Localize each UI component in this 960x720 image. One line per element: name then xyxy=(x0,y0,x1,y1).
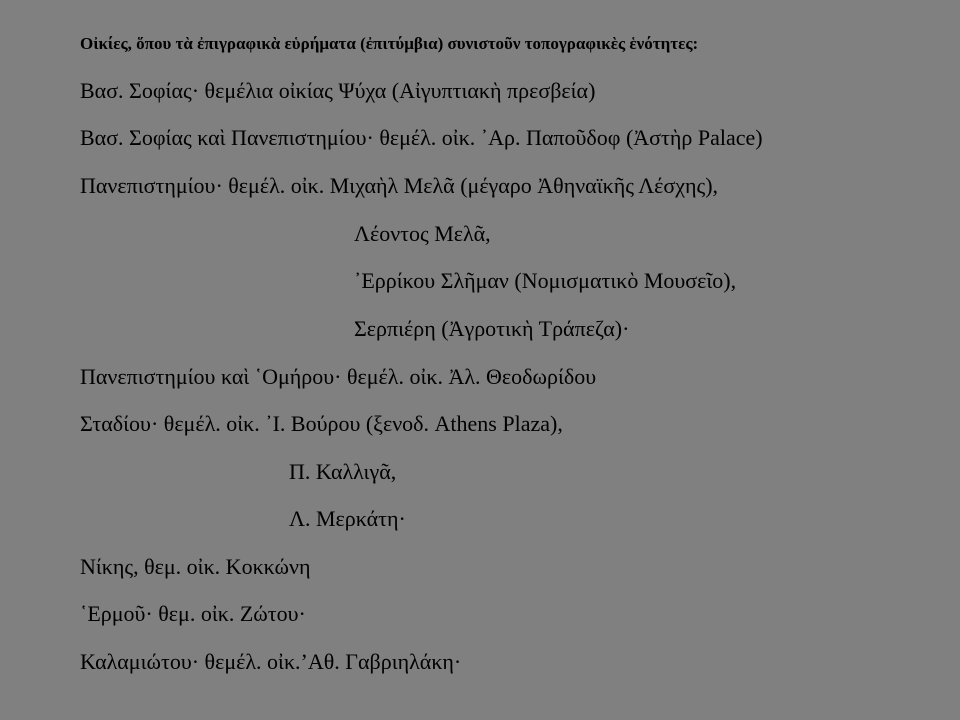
entry-line: Σταδίου· θεμέλ. οἰκ. ᾿Ι. Βούρου (ξενοδ. Athens Plaza), xyxy=(80,411,563,436)
entry-line-indented: Λέοντος Μελᾶ, xyxy=(354,221,491,246)
entry-line-indented: Λ. Μερκάτη· xyxy=(289,506,406,531)
entry-line: Καλαμιώτου· θεμέλ. οἰκ.’Αθ. Γαβριηλάκη· xyxy=(80,649,462,674)
entry-line-indented: Π. Καλλιγᾶ, xyxy=(289,459,397,484)
entry-line-indented: Σερπιέρη (Ἀγροτικὴ Τράπεζα)· xyxy=(354,316,630,341)
entry-line: Βασ. Σοφίας καὶ Πανεπιστημίου· θεμέλ. οἰκ. ᾿Αρ. Παποῦδοφ (Ἀστὴρ Palace) xyxy=(80,125,763,150)
entry-line: ῾Ερμοῦ· θεμ. οἰκ. Ζώτου· xyxy=(80,601,306,626)
entry-line-indented: ᾿Ερρίκου Σλῆμαν (Νομισματικὸ Μουσεῖο), xyxy=(354,268,737,293)
entry-line: Πανεπιστημίου καὶ ῾Ομήρου· θεμέλ. οἰκ. Ἀλ. Θεοδωρίδου xyxy=(80,364,597,389)
entry-line: Πανεπιστημίου· θεμέλ. οἰκ. Μιχαὴλ Μελᾶ (μέγαρο Ἀθηναϊκῆς Λέσχης), xyxy=(80,173,719,198)
entry-line: Βασ. Σοφίας· θεμέλια οἰκίας Ψύχα (Αἰγυπτιακὴ πρεσβεία) xyxy=(80,78,596,103)
entry-line: Νίκης, θεμ. οἰκ. Κοκκώνη xyxy=(80,554,311,579)
slide-heading: Οἰκίες, ὅπου τὰ ἐπιγραφικὰ εὑρήματα (ἐπιτύμβια) συνιστοῦν τοπογραφικὲς ἑνότητες: xyxy=(80,34,699,53)
